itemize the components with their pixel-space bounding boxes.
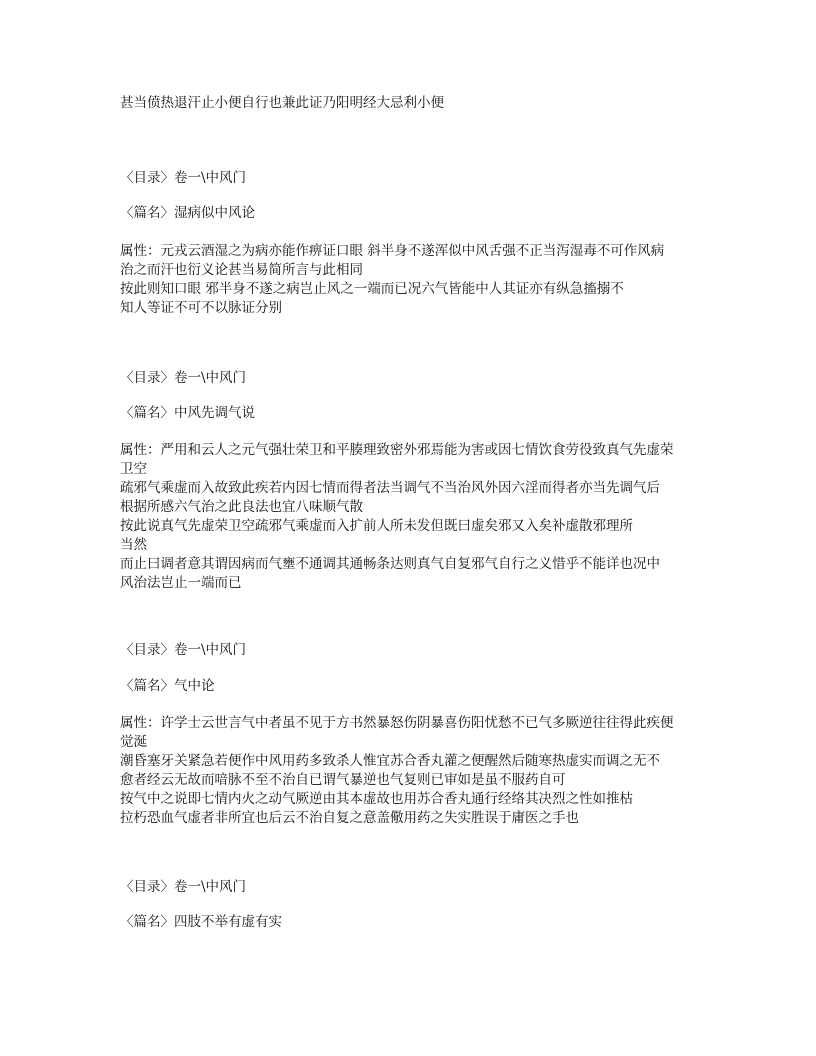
section-body — [120, 441, 674, 593]
body-line: 知人等证不可不以脉证分别 — [120, 300, 282, 316]
body-line: 当然 — [120, 537, 147, 553]
section-title: 〈篇名〉中风先调气说 — [120, 405, 255, 421]
catalog-heading: 〈目录〉卷一\中风门 — [120, 170, 247, 186]
body-line: 治之而汗也衍义论甚当易简所言与此相同 — [120, 262, 363, 278]
catalog-heading: 〈目录〉卷一\中风门 — [120, 879, 247, 895]
body-line: 拉朽恐血气虚者非所宜也后云不治自复之意盖儆用药之失实胜误于庸医之手也 — [120, 810, 579, 826]
catalog-heading: 〈目录〉卷一\中风门 — [120, 370, 247, 386]
body-line: 风治法岂止一端而已 — [120, 575, 242, 591]
body-line: 按此说真气先虚荣卫空疏邪气乘虚而入扩前人所未发但既曰虚矣邪又入矣补虚散邪理所 — [120, 518, 633, 534]
body-line: 按气中之说即七情内火之动气厥逆由其本虚故也用苏合香丸通行经络其决烈之性如推枯 — [120, 791, 633, 807]
body-line: 愈者经云无故而喑脉不至不治自已谓气暴逆也气复则已审如是虽不服药自可 — [120, 772, 566, 788]
section-body — [120, 714, 674, 828]
body-line: 属性：许学士云世言气中者虽不见于方书然暴怒伤阴暴喜伤阳忧愁不已气多厥逆往往得此疾便 — [120, 715, 674, 731]
body-line: 属性：元戎云酒湿之为病亦能作痹证口眼 斜半身不遂浑似中风舌强不正当泻湿毒不可作风病 — [120, 243, 665, 259]
body-line: 根据所感六气治之此良法也宜八味顺气散 — [120, 499, 363, 515]
section-title: 〈篇名〉湿病似中风论 — [120, 205, 255, 221]
body-line: 疏邪气乘虚而入故致此疾若内因七情而得者法当调气不当治风外因六淫而得者亦当先调气后 — [120, 480, 660, 496]
catalog-heading: 〈目录〉卷一\中风门 — [120, 642, 247, 658]
body-line: 卫空 — [120, 461, 147, 477]
body-line: 潮昏塞牙关紧急若便作中风用药多致杀人惟宜苏合香丸灌之便醒然后随寒热虚实而调之无不 — [120, 753, 660, 769]
intro-line: 甚当偾热退汗止小便自行也兼此证乃阳明经大忌利小便 — [120, 95, 444, 111]
body-line: 而止曰调者意其谓因病而气壅不通调其通畅条达则真气自复邪气自行之义惜乎不能详也况中 — [120, 556, 660, 572]
body-line: 觉涎 — [120, 734, 147, 750]
section-title: 〈篇名〉气中论 — [120, 678, 215, 694]
body-line: 属性：严用和云人之元气强壮荣卫和平腠理致密外邪焉能为害或因七情饮食劳役致真气先虚荣 — [120, 442, 674, 458]
section-body — [120, 242, 664, 318]
section-title: 〈篇名〉四肢不举有虚有实 — [120, 914, 282, 930]
body-line: 按此则知口眼 邪半身不遂之病岂止风之一端而已况六气皆能中人其证亦有纵急搐搦不 — [120, 281, 624, 297]
